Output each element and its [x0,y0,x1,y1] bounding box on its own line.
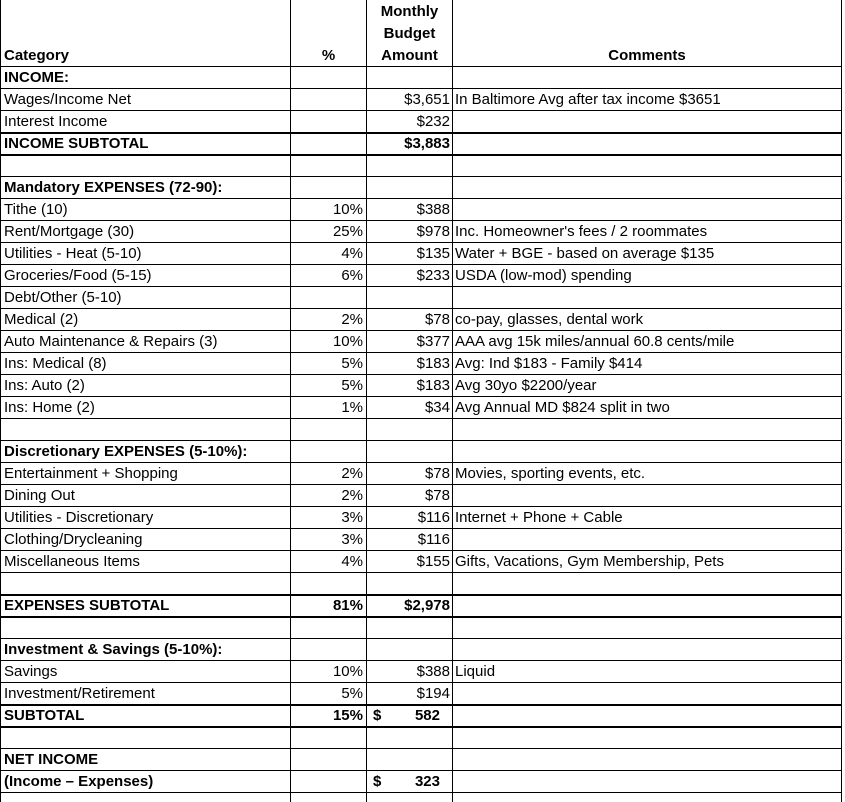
header-amount-line-3: Amount [381,47,438,64]
row-percent: 2% [341,465,363,482]
row-category: Debt/Other (5-10) [4,289,122,306]
row-amount [367,617,450,639]
header-percent: % [321,47,336,64]
row-percent [291,419,363,441]
row-percent [291,177,363,199]
row-amount: $78 [424,487,450,504]
row-percent [291,111,363,133]
row-amount [367,67,450,89]
row-comment [455,639,839,661]
row-comment [455,177,839,199]
row-percent: 1% [341,399,363,416]
row-comment [455,617,839,639]
row-percent: 2% [341,311,363,328]
row-percent: 10% [332,333,363,350]
row-category [4,419,289,441]
row-amount [367,419,450,441]
row-category: Savings [4,663,58,680]
row-category: Groceries/Food (5-15) [4,267,152,284]
row-category: Dining Out [4,487,75,504]
row-category [4,573,289,595]
row-category [4,617,289,639]
row-amount [367,573,450,595]
row-percent: 5% [341,685,363,702]
row-amount-sign: $ [373,773,382,790]
row-amount: $3,883 [404,135,450,152]
row-comment [455,749,839,771]
row-percent: 3% [341,509,363,526]
row-comment [455,199,839,221]
row-percent: 81% [332,597,363,614]
row-percent [291,155,363,177]
row-amount: $78 [424,311,450,328]
row-amount: $388 [416,201,450,218]
row-comment [455,111,839,133]
row-percent: 10% [332,201,363,218]
row-comment: Inc. Homeowner's fees / 2 roommates [455,223,708,240]
row-percent: 25% [332,223,363,240]
row-amount [367,639,450,661]
row-comment [455,419,839,441]
row-category: Ins: Auto (2) [4,377,85,394]
row-amount [367,749,450,771]
row-category: Discretionary EXPENSES (5-10%): [4,443,248,460]
row-category: Tithe (10) [4,201,68,218]
row-amount: $3,651 [404,91,450,108]
row-comment [455,705,839,727]
row-comment: Water + BGE - based on average $135 [455,245,715,262]
row-comment: USDA (low-mod) spending [455,267,632,284]
row-percent: 4% [341,245,363,262]
row-percent [291,133,363,155]
row-comment: co-pay, glasses, dental work [455,311,644,328]
row-amount [367,177,450,199]
row-percent [291,771,363,793]
row-category: Mandatory EXPENSES (72-90): [4,179,223,196]
row-category: Auto Maintenance & Repairs (3) [4,333,218,350]
row-comment [455,441,839,463]
row-comment: In Baltimore Avg after tax income $3651 [455,91,721,108]
grid-line [0,792,842,793]
row-percent: 5% [341,377,363,394]
row-percent [291,617,363,639]
row-amount [367,155,450,177]
row-comment [455,67,839,89]
row-amount: $135 [416,245,450,262]
row-percent: 5% [341,355,363,372]
row-category: Investment/Retirement [4,685,155,702]
row-percent [291,573,363,595]
row-category: Clothing/Drycleaning [4,531,143,548]
row-comment [455,287,839,309]
row-percent [291,441,363,463]
row-category: Miscellaneous Items [4,553,140,570]
row-category: INCOME: [4,69,69,86]
header-category: Category [4,47,70,64]
row-comment: AAA avg 15k miles/annual 60.8 cents/mile [455,333,735,350]
row-amount [367,727,450,749]
row-category [4,155,289,177]
row-category: Interest Income [4,113,108,130]
row-category [4,727,289,749]
row-comment: Liquid [455,663,496,680]
row-amount: $388 [416,663,450,680]
row-comment [455,485,839,507]
row-comment [455,529,839,551]
row-category: Medical (2) [4,311,79,328]
row-percent: 15% [332,707,363,724]
row-category: Rent/Mortgage (30) [4,223,135,240]
row-amount [367,441,450,463]
row-amount: $233 [416,267,450,284]
header-amount-line-1: Monthly [380,3,439,20]
row-comment: Gifts, Vacations, Gym Membership, Pets [455,553,724,570]
row-percent: 2% [341,487,363,504]
row-comment [455,155,839,177]
row-percent [291,67,363,89]
row-comment: Internet + Phone + Cable [455,509,623,526]
row-comment [455,683,839,705]
row-category: (Income – Expenses) [4,773,154,790]
row-amount [367,287,450,309]
row-percent [291,89,363,111]
row-percent [291,287,363,309]
row-comment [455,771,839,793]
row-amount: 323 [414,773,440,790]
row-category: Wages/Income Net [4,91,131,108]
row-comment: Avg: Ind $183 - Family $414 [455,355,643,372]
row-category: Entertainment + Shopping [4,465,178,482]
row-amount-sign: $ [373,707,382,724]
row-comment [455,573,839,595]
row-amount: $78 [424,465,450,482]
row-percent: 4% [341,553,363,570]
row-category: Investment & Savings (5-10%): [4,641,223,658]
row-amount: $155 [416,553,450,570]
row-comment: Avg Annual MD $824 split in two [455,399,670,416]
row-comment: Avg 30yo $2200/year [455,377,597,394]
row-amount: $2,978 [404,597,450,614]
row-amount: $116 [417,531,450,548]
row-comment [455,133,839,155]
row-amount: 582 [414,707,440,724]
row-amount: $377 [416,333,450,350]
row-percent: 3% [341,531,363,548]
header-comments: Comments [608,47,686,64]
row-category: Ins: Medical (8) [4,355,107,372]
row-percent [291,749,363,771]
row-category: Utilities - Heat (5-10) [4,245,142,262]
row-percent [291,639,363,661]
row-percent [291,727,363,749]
row-category: NET INCOME [4,751,99,768]
row-comment [455,727,839,749]
row-amount: $232 [416,113,450,130]
row-amount: $194 [416,685,450,702]
row-percent: 6% [341,267,363,284]
row-percent: 10% [332,663,363,680]
header-amount-line-2: Budget [383,25,436,42]
row-category: SUBTOTAL [4,707,85,724]
row-amount: $183 [416,355,450,372]
row-amount: $183 [416,377,450,394]
row-comment: Movies, sporting events, etc. [455,465,646,482]
row-category: Utilities - Discretionary [4,509,154,526]
row-category: EXPENSES SUBTOTAL [4,597,170,614]
row-comment [455,595,839,617]
row-amount: $116 [417,509,450,526]
row-amount: $34 [424,399,450,416]
row-category: Ins: Home (2) [4,399,95,416]
row-amount: $978 [416,223,450,240]
row-category: INCOME SUBTOTAL [4,135,149,152]
